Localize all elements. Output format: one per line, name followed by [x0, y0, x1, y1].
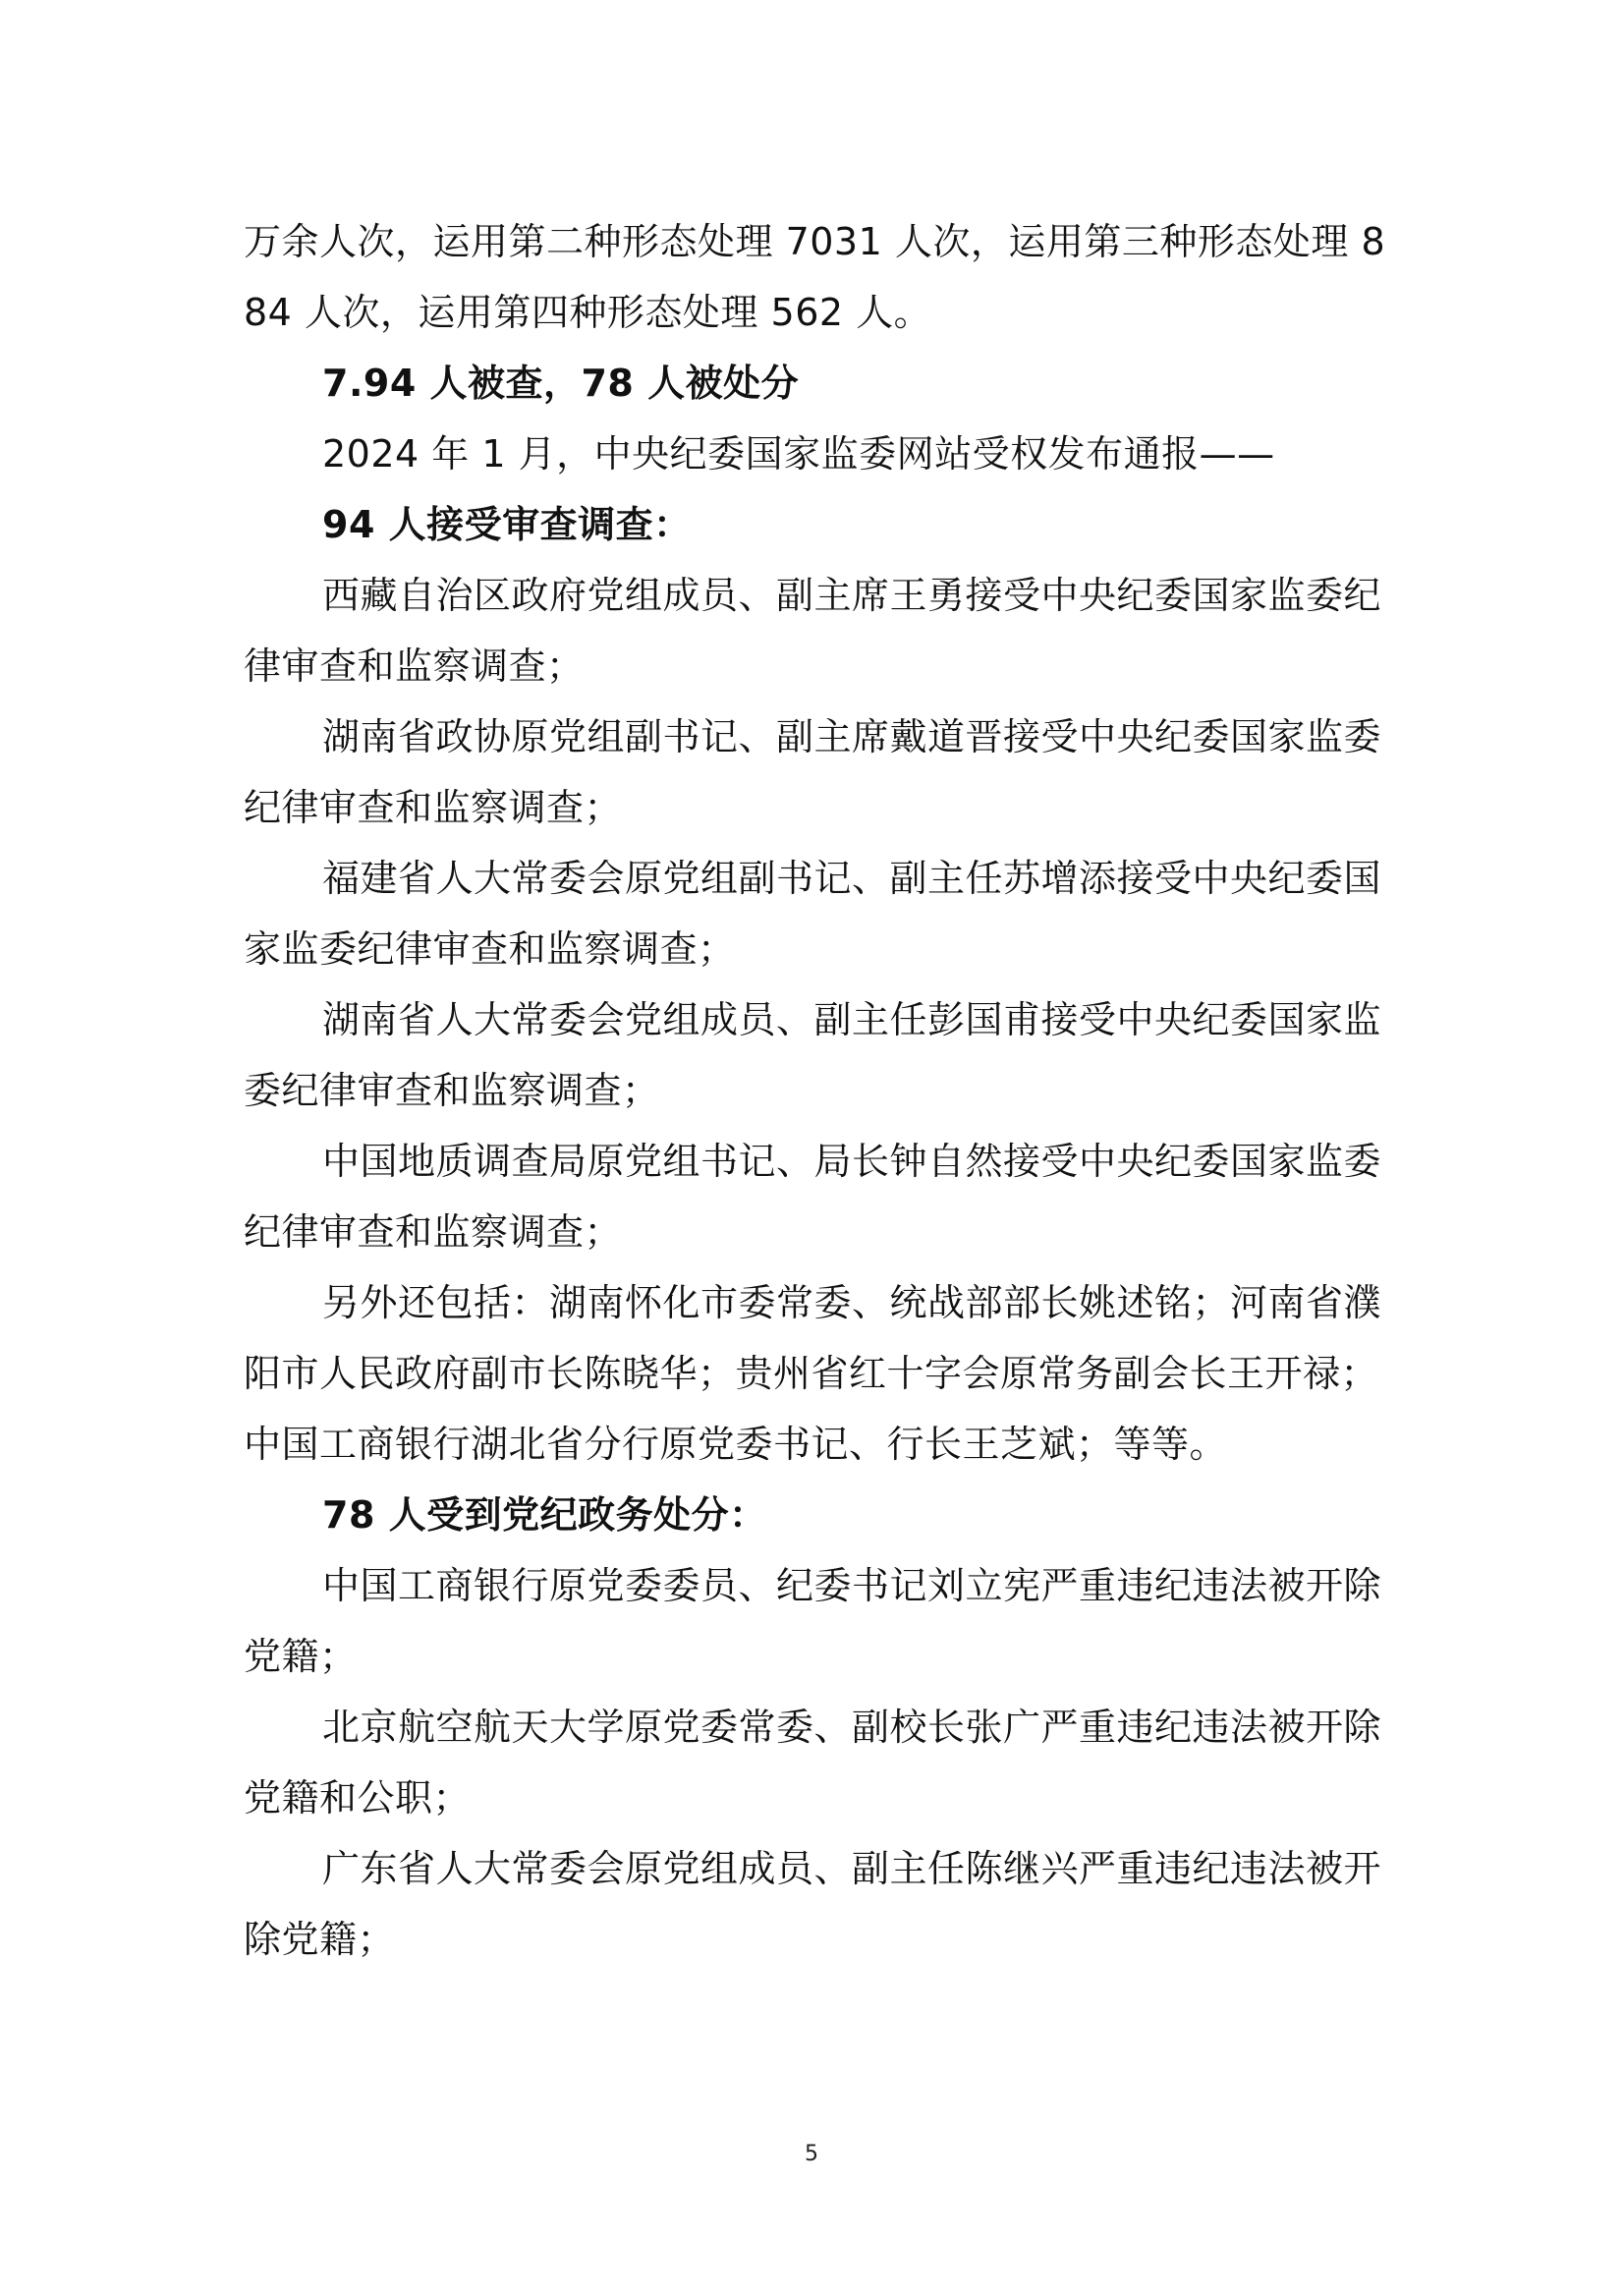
- list-item-investigation: 湖南省政协原党组副书记、副主席戴道晋接受中央纪委国家监委纪律审查和监察调查；: [244, 715, 1382, 829]
- paragraph-intro: 2024 年 1 月，中央纪委国家监委网站受权发布通报——: [322, 432, 1275, 476]
- subheading-investigations: 94 人接受审查调查：: [322, 503, 692, 546]
- list-item-investigation: 西藏自治区政府党组成员、副主席王勇接受中央纪委国家监委纪律审查和监察调查；: [244, 574, 1382, 688]
- list-item-investigation: 中国地质调查局原党组书记、局长钟自然接受中央纪委国家监委纪律审查和监察调查；: [244, 1140, 1382, 1254]
- list-item-investigation: 福建省人大常委会原党组副书记、副主任苏增添接受中央纪委国家监委纪律审查和监察调查；: [244, 857, 1382, 971]
- list-item-others: 另外还包括：湖南怀化市委常委、统战部部长姚述铭；河南省濮阳市人民政府副市长陈晓华；贵州省红十字会原常务副会长王开禄；中国工商银行湖北省分行原党委书记、行长王芝斌；等等。: [244, 1281, 1382, 1466]
- subheading-punishments: 78 人受到党纪政务处分：: [322, 1493, 767, 1537]
- document-body: [244, 206, 1398, 1975]
- section-heading-7: 7.94 人被查，78 人被处分: [322, 362, 800, 405]
- list-item-punishment: 广东省人大常委会原党组成员、副主任陈继兴严重违纪违法被开除党籍；: [244, 1847, 1382, 1961]
- page-number: 5: [805, 2142, 818, 2166]
- list-item-punishment: 中国工商银行原党委委员、纪委书记刘立宪严重违纪违法被开除党籍；: [244, 1564, 1382, 1678]
- list-item-investigation: 湖南省人大常委会党组成员、副主任彭国甫接受中央纪委国家监委纪律审查和监察调查；: [244, 998, 1382, 1112]
- paragraph-continuation: 万余人次，运用第二种形态处理 7031 人次，运用第三种形态处理 884 人次，运用第四种形态处理 562 人。: [244, 220, 1386, 334]
- list-item-punishment: 北京航空航天大学原党委常委、副校长张广严重违纪违法被开除党籍和公职；: [244, 1706, 1382, 1820]
